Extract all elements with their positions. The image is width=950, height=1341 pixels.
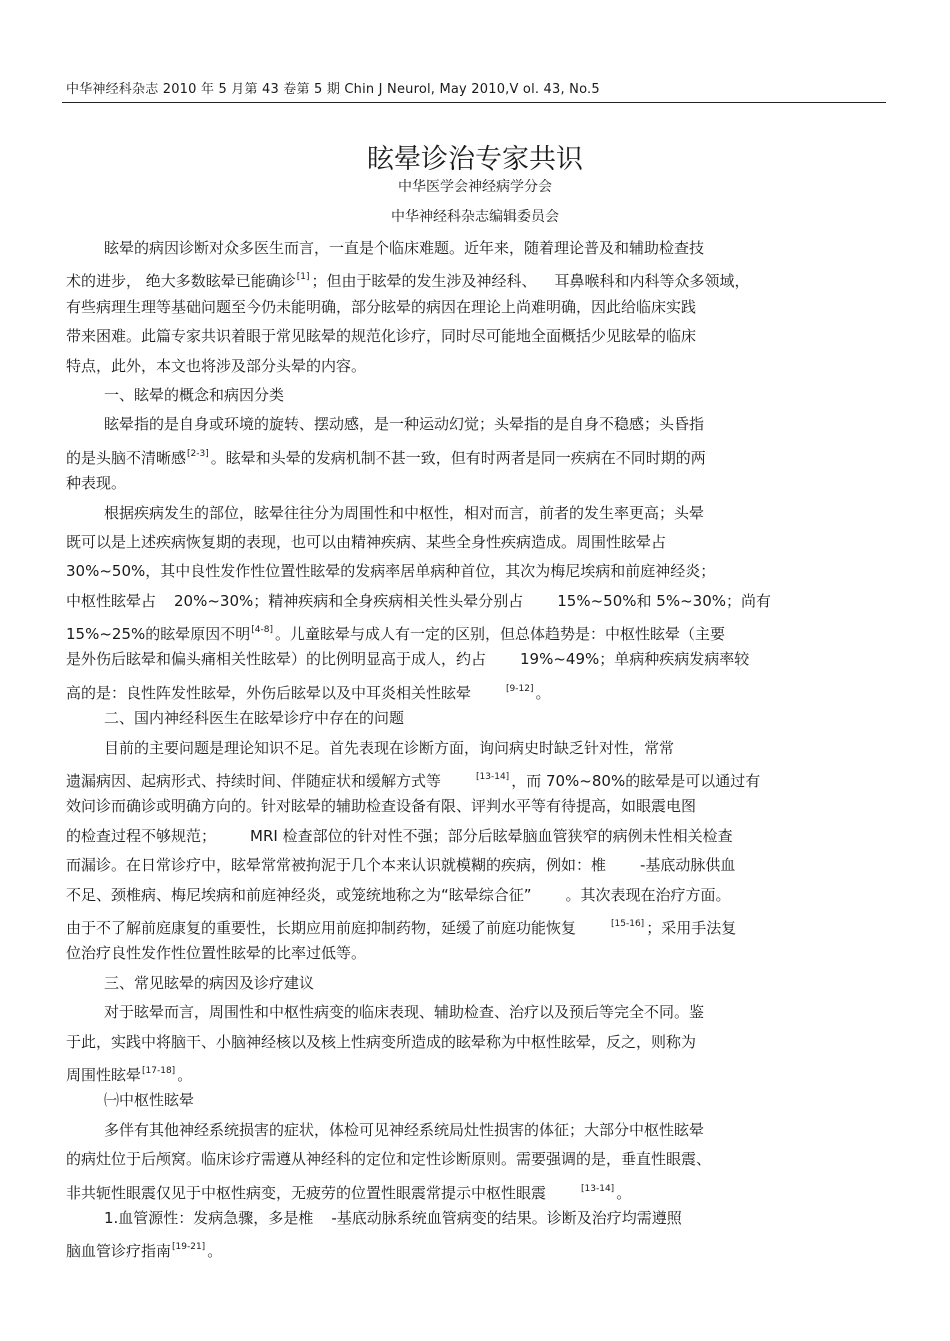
- text-run: 的检查过程不够规范；: [66, 826, 217, 845]
- text-run: ；采用手法复: [646, 918, 737, 937]
- text-line: [66, 910, 886, 939]
- text-run: ，而 70%~80%的眩晕是可以通过有: [511, 772, 761, 791]
- text-run: 。儿童眩晕与成人有一定的区别，但总体趋势是：中枢性眩晕（主要: [274, 625, 725, 644]
- text-run: 由于不了解前庭康复的重要性，长期应用前庭抑制药物，延缓了前庭功能恢复: [66, 918, 577, 937]
- text-line: [66, 1028, 886, 1057]
- text-line: [66, 263, 886, 292]
- text-line: [66, 1204, 886, 1233]
- text-run: 多伴有其他神经系统损害的症状，体检可见神经系统局灶性损害的体征；大部分中枢性眩晕: [104, 1120, 705, 1139]
- text-run: 遗漏病因、起病形式、持续时间、伴随症状和缓解方式等: [66, 772, 442, 791]
- text-run: 耳鼻喉科和内科等众多领域，: [554, 272, 750, 291]
- text-run: 眩晕指的是自身或环境的旋转、摆动感，是一种运动幻觉；头晕指的是自身不稳感；头昏指: [104, 415, 705, 434]
- text-line: [66, 1057, 886, 1086]
- article-title: 眩晕诊治专家共识: [367, 144, 583, 175]
- text-line: [66, 1145, 886, 1174]
- text-line: [66, 822, 886, 851]
- text-line: [66, 969, 886, 998]
- citation-ref: [15-16]: [611, 918, 645, 929]
- text-run: 15%~25%的眩晕原因不明: [66, 625, 251, 644]
- text-run: 位治疗良性发作性位置性眩晕的比率过低等。: [66, 944, 367, 963]
- text-run: 术的进步， 绝大多数眩晕已能确诊: [66, 272, 296, 291]
- text-run: 高的是：良性阵发性眩晕，外伤后眩晕以及中耳炎相关性眩晕: [66, 683, 472, 702]
- text-run: 周围性眩晕: [66, 1065, 142, 1084]
- text-line: [66, 293, 886, 322]
- citation-ref: [19-21]: [172, 1242, 206, 1253]
- text-line: [66, 352, 886, 381]
- text-line: [66, 1175, 886, 1204]
- text-run: 是外伤后眩晕和偏头痛相关性眩晕）的比例明显高于成人，约占: [66, 650, 487, 669]
- text-run: 。眩晕和头晕的发病机制不甚一致，但有时两者是同一疾病在不同时期的两: [210, 448, 706, 467]
- text-run: 带来困难。此篇专家共识着眼于常见眩晕的规范化诊疗，同时尽可能地全面概括少见眩晕的临床: [66, 327, 697, 346]
- text-run: 1.血管源性：发病急骤，多是椎: [104, 1208, 314, 1227]
- text-run: ㈠中枢性眩晕: [104, 1091, 195, 1110]
- text-run: 而漏诊。在日常诊疗中，眩晕常常被拘泥于几个本来认识就模糊的疾病，例如：椎: [66, 856, 607, 875]
- text-line: [66, 587, 886, 616]
- text-line: [66, 645, 886, 674]
- text-line: [66, 998, 886, 1027]
- text-run: 非共轭性眼震仅见于中枢性病变，无疲劳的位置性眼震常提示中枢性眼震: [66, 1183, 547, 1202]
- text-run: 的是头脑不清晰感: [66, 448, 187, 467]
- text-run: 于此，实践中将脑干、小脑神经核以及核上性病变所造成的眩晕称为中枢性眩晕，反之，则称为: [66, 1032, 697, 1051]
- text-run: 种表现。: [66, 474, 127, 493]
- citation-ref: [2-3]: [187, 448, 209, 459]
- text-run: 二、国内神经科医生在眩晕诊疗中存在的问题: [104, 709, 405, 728]
- text-run: 。: [207, 1242, 223, 1261]
- text-run: 。: [616, 1183, 632, 1202]
- text-run: ；但由于眩晕的发生涉及神经科、: [311, 272, 537, 291]
- text-run: 目前的主要问题是理论知识不足。首先表现在诊断方面，询问病史时缺乏针对性，常常: [104, 738, 675, 757]
- text-run: 中枢性眩晕占: [66, 591, 157, 610]
- text-line: [66, 881, 886, 910]
- article-body: [66, 234, 886, 1263]
- text-run: 对于眩晕而言，周围性和中枢性病变的临床表现、辅助检查、治疗以及预后等完全不同。鉴: [104, 1003, 705, 1022]
- text-run: 19%~49%；单病种疾病发病率较: [520, 650, 750, 669]
- text-run: 的病灶位于后颅窝。临床诊疗需遵从神经科的定位和定性诊断原则。需要强调的是，垂直性眼震、: [66, 1150, 712, 1169]
- text-run: -基底动脉供血: [640, 856, 736, 875]
- header-rule: [62, 102, 886, 103]
- citation-ref: [4-8]: [251, 625, 273, 636]
- text-run: MRI 检查部位的针对性不强；部分后眩晕脑血管狭窄的病例未性相关检查: [250, 826, 733, 845]
- text-line: [66, 499, 886, 528]
- text-line: [66, 1233, 886, 1262]
- text-line: [66, 792, 886, 821]
- text-line: [66, 763, 886, 792]
- text-line: [66, 1086, 886, 1115]
- text-run: 特点，此外，本文也将涉及部分头晕的内容。: [66, 356, 367, 375]
- citation-ref: [17-18]: [142, 1065, 176, 1076]
- text-line: [66, 528, 886, 557]
- text-line: [66, 734, 886, 763]
- text-line: [66, 675, 886, 704]
- text-line: [66, 440, 886, 469]
- author-line-1: 中华医学会神经病学分会: [398, 179, 552, 195]
- text-line: [66, 704, 886, 733]
- citation-ref: [13-14]: [476, 772, 510, 783]
- text-run: 30%~50%，其中良性发作性位置性眩晕的发病率居单病种首位，其次为梅尼埃病和前庭神经炎；: [66, 562, 716, 581]
- text-run: 有些病理生理等基础问题至今仍未能明确，部分眩晕的病因在理论上尚难明确，因此给临床实践: [66, 297, 697, 316]
- text-line: [66, 322, 886, 351]
- author-line-2: 中华神经科杂志编辑委员会: [391, 209, 559, 225]
- text-run: -基底动脉系统血管病变的结果。诊断及治疗均需遵照: [331, 1208, 682, 1227]
- citation-ref: [1]: [296, 272, 310, 283]
- text-run: 效问诊而确诊或明确方向的。针对眩晕的辅助检查设备有限、评判水平等有待提高，如眼震电图: [66, 797, 697, 816]
- text-run: 根据疾病发生的部位，眩晕往往分为周围性和中枢性，相对而言，前者的发生率更高；头晕: [104, 503, 705, 522]
- text-line: [66, 557, 886, 586]
- text-run: 三、常见眩晕的病因及诊疗建议: [104, 973, 315, 992]
- text-run: 不足、颈椎病、梅尼埃病和前庭神经炎，或笼统地称之为“眩晕综合征”: [66, 885, 532, 904]
- running-head: 中华神经科杂志 2010 年 5 月第 43 卷第 5 期 Chin J Neurol, May 2010,V ol. 43, No.5: [66, 82, 600, 97]
- text-run: 。其次表现在治疗方面。: [565, 885, 731, 904]
- text-run: 15%~50%和 5%~30%；尚有: [557, 591, 771, 610]
- text-line: [66, 381, 886, 410]
- text-line: [66, 616, 886, 645]
- text-line: [66, 469, 886, 498]
- text-line: [66, 234, 886, 263]
- text-line: [66, 851, 886, 880]
- text-run: 一、眩晕的概念和病因分类: [104, 385, 285, 404]
- text-run: 眩晕的病因诊断对众多医生而言，一直是个临床难题。近年来，随着理论普及和辅助检查技: [104, 239, 705, 257]
- citation-ref: [9-12]: [506, 683, 534, 694]
- text-run: 。: [177, 1065, 193, 1084]
- text-run: 既可以是上述疾病恢复期的表现，也可以由精神疾病、某些全身性疾病造成。周围性眩晕占: [66, 532, 667, 551]
- text-line: [66, 1116, 886, 1145]
- text-run: 。: [535, 683, 551, 702]
- text-line: [66, 410, 886, 439]
- citation-ref: [13-14]: [581, 1183, 615, 1194]
- text-run: 脑血管诊疗指南: [66, 1242, 172, 1261]
- text-line: [66, 939, 886, 968]
- text-run: 20%~30%；精神疾病和全身疾病相关性头晕分别占: [174, 591, 524, 610]
